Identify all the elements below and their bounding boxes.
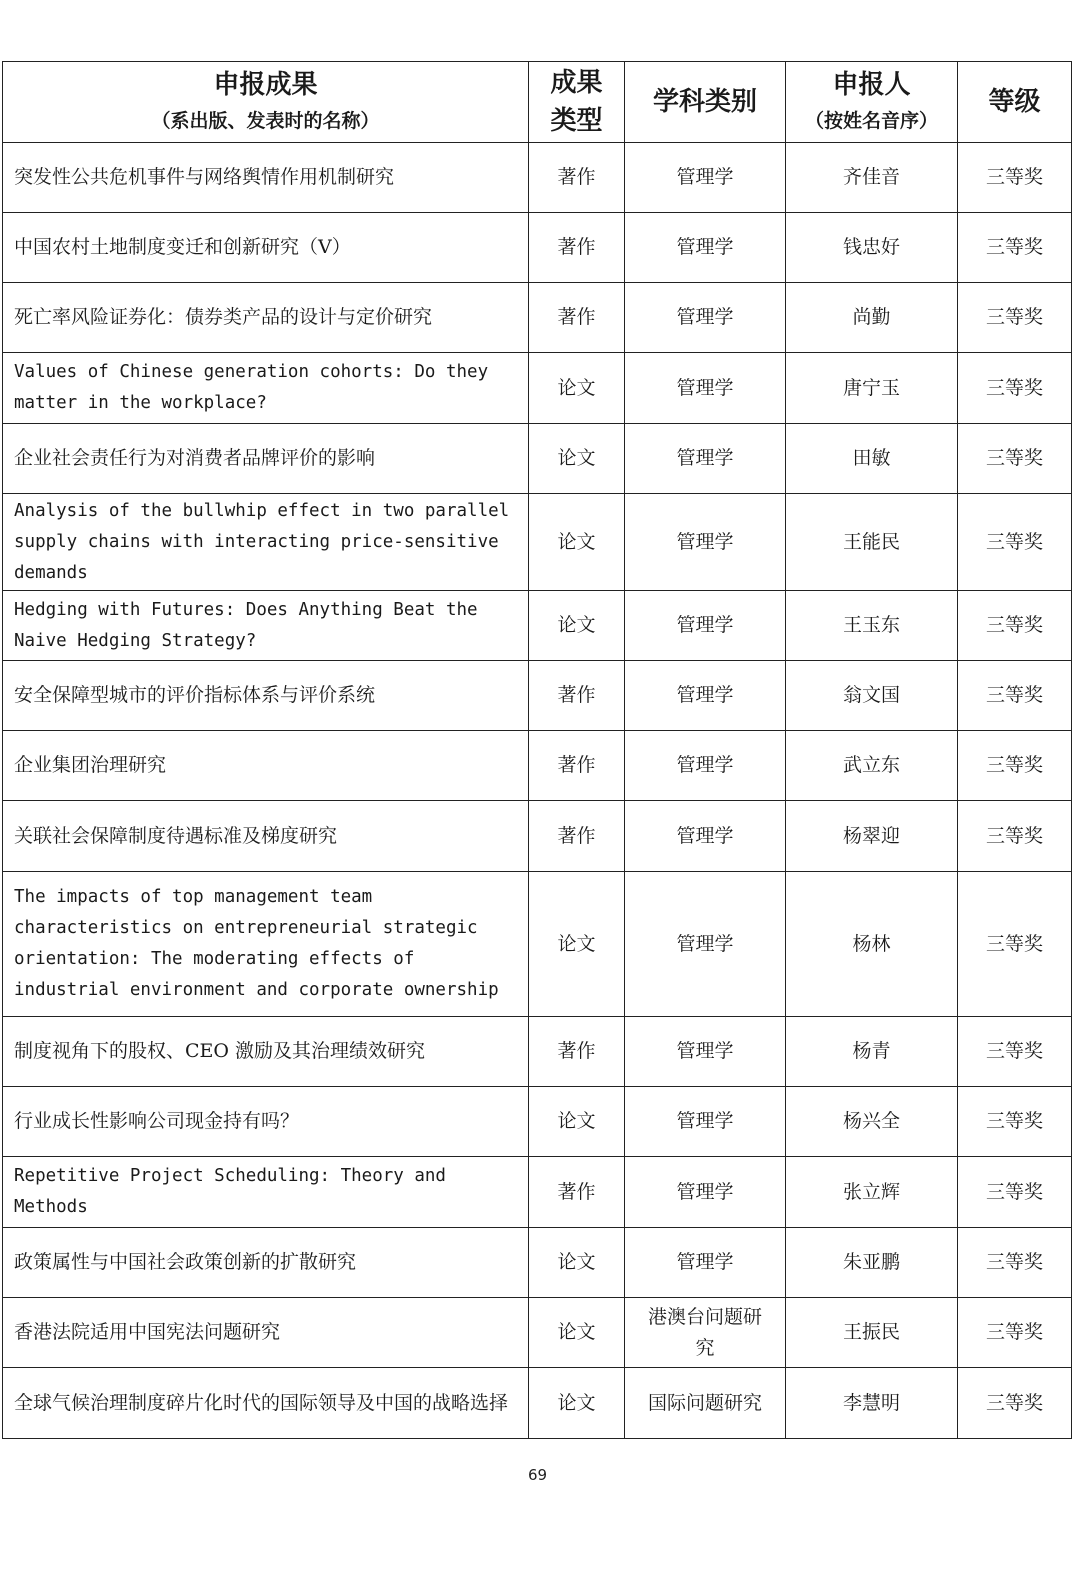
row-discipline: 管理学 xyxy=(625,591,786,661)
header-grade-cell xyxy=(958,62,1072,143)
header-applicant-note: （按姓名音序） xyxy=(804,110,938,132)
awards-table xyxy=(2,61,1072,1439)
row-title: 突发性公共危机事件与网络舆情作用机制研究 xyxy=(3,143,529,213)
row-title: 全球气候治理制度碎片化时代的国际领导及中国的战略选择 xyxy=(3,1368,529,1439)
row-title: The impacts of top management team characteristics on entrepreneurial strategic orientation: The moderating effects of industrial environment and corporate ownership xyxy=(3,872,529,1017)
table-row xyxy=(3,591,1072,661)
table-row xyxy=(3,801,1072,872)
table-row xyxy=(3,1157,1072,1228)
row-type: 论文 xyxy=(529,353,625,424)
row-title: 行业成长性影响公司现金持有吗？ xyxy=(3,1087,529,1157)
header-row xyxy=(3,62,1072,143)
row-discipline: 管理学 xyxy=(625,661,786,731)
row-grade: 三等奖 xyxy=(958,801,1072,872)
row-title: 香港法院适用中国宪法问题研究 xyxy=(3,1298,529,1368)
row-discipline: 管理学 xyxy=(625,424,786,494)
table-row xyxy=(3,661,1072,731)
header-discipline-cell xyxy=(625,62,786,143)
header-title-note: （系出版、发表时的名称） xyxy=(151,110,380,132)
row-applicant: 齐佳音 xyxy=(786,143,958,213)
row-discipline: 管理学 xyxy=(625,1017,786,1087)
row-discipline: 管理学 xyxy=(625,353,786,424)
header-title-cell xyxy=(3,62,529,143)
table-body xyxy=(3,143,1072,1439)
row-title: 企业社会责任行为对消费者品牌评价的影响 xyxy=(3,424,529,494)
table-row xyxy=(3,1298,1072,1368)
row-type: 论文 xyxy=(529,1087,625,1157)
row-grade: 三等奖 xyxy=(958,424,1072,494)
row-type: 论文 xyxy=(529,1228,625,1298)
row-grade: 三等奖 xyxy=(958,1087,1072,1157)
table-row xyxy=(3,1368,1072,1439)
row-type: 著作 xyxy=(529,1017,625,1087)
row-title: Hedging with Futures: Does Anything Beat the Naive Hedging Strategy? xyxy=(3,591,529,661)
row-type: 论文 xyxy=(529,1368,625,1439)
row-applicant: 杨林 xyxy=(786,872,958,1017)
row-type: 著作 xyxy=(529,213,625,283)
row-type: 著作 xyxy=(529,801,625,872)
row-type: 著作 xyxy=(529,143,625,213)
row-discipline: 管理学 xyxy=(625,872,786,1017)
row-type: 论文 xyxy=(529,1298,625,1368)
row-grade: 三等奖 xyxy=(958,1298,1072,1368)
row-applicant: 杨翠迎 xyxy=(786,801,958,872)
row-type: 论文 xyxy=(529,424,625,494)
row-discipline: 管理学 xyxy=(625,1228,786,1298)
row-grade: 三等奖 xyxy=(958,1228,1072,1298)
row-discipline: 管理学 xyxy=(625,731,786,801)
row-discipline: 管理学 xyxy=(625,494,786,591)
row-type: 著作 xyxy=(529,283,625,353)
row-applicant: 武立东 xyxy=(786,731,958,801)
row-grade: 三等奖 xyxy=(958,1368,1072,1439)
row-title: 制度视角下的股权、CEO 激励及其治理绩效研究 xyxy=(3,1017,529,1087)
row-applicant: 钱忠好 xyxy=(786,213,958,283)
header-grade: 等级 xyxy=(988,87,1041,117)
table-row xyxy=(3,494,1072,591)
header-type-line1: 成果 xyxy=(550,68,603,98)
table-row xyxy=(3,872,1072,1017)
row-discipline: 管理学 xyxy=(625,143,786,213)
row-grade: 三等奖 xyxy=(958,283,1072,353)
row-discipline: 管理学 xyxy=(625,213,786,283)
row-discipline: 国际问题研究 xyxy=(625,1368,786,1439)
row-grade: 三等奖 xyxy=(958,591,1072,661)
table-row xyxy=(3,1087,1072,1157)
row-title: 死亡率风险证券化：债券类产品的设计与定价研究 xyxy=(3,283,529,353)
row-discipline: 管理学 xyxy=(625,801,786,872)
header-applicant-cell xyxy=(786,62,958,143)
table-row xyxy=(3,283,1072,353)
row-grade: 三等奖 xyxy=(958,213,1072,283)
row-applicant: 王能民 xyxy=(786,494,958,591)
row-applicant: 翁文国 xyxy=(786,661,958,731)
row-discipline: 管理学 xyxy=(625,1087,786,1157)
row-title: 关联社会保障制度待遇标准及梯度研究 xyxy=(3,801,529,872)
row-grade: 三等奖 xyxy=(958,494,1072,591)
row-grade: 三等奖 xyxy=(958,1017,1072,1087)
row-type: 论文 xyxy=(529,591,625,661)
row-applicant: 朱亚鹏 xyxy=(786,1228,958,1298)
table-row xyxy=(3,1228,1072,1298)
row-grade: 三等奖 xyxy=(958,143,1072,213)
row-discipline: 管理学 xyxy=(625,1157,786,1228)
header-applicant: 申报人 xyxy=(832,70,911,100)
row-applicant: 张立辉 xyxy=(786,1157,958,1228)
row-grade: 三等奖 xyxy=(958,1157,1072,1228)
row-grade: 三等奖 xyxy=(958,872,1072,1017)
row-type: 著作 xyxy=(529,731,625,801)
table-row xyxy=(3,213,1072,283)
header-title: 申报成果 xyxy=(213,70,318,100)
row-grade: 三等奖 xyxy=(958,731,1072,801)
row-applicant: 杨兴全 xyxy=(786,1087,958,1157)
row-title: Values of Chinese generation cohorts: Do they matter in the workplace? xyxy=(3,353,529,424)
table-row xyxy=(3,143,1072,213)
table-row xyxy=(3,1017,1072,1087)
table-row xyxy=(3,731,1072,801)
row-applicant: 尚勤 xyxy=(786,283,958,353)
row-title: 企业集团治理研究 xyxy=(3,731,529,801)
table-row xyxy=(3,424,1072,494)
row-grade: 三等奖 xyxy=(958,353,1072,424)
row-type: 著作 xyxy=(529,1157,625,1228)
row-type: 论文 xyxy=(529,872,625,1017)
row-title: 中国农村土地制度变迁和创新研究（V） xyxy=(3,213,529,283)
row-type: 论文 xyxy=(529,494,625,591)
row-discipline: 港澳台问题研究 xyxy=(625,1298,786,1368)
row-applicant: 王振民 xyxy=(786,1298,958,1368)
row-discipline: 管理学 xyxy=(625,283,786,353)
row-applicant: 王玉东 xyxy=(786,591,958,661)
page-number: 69 xyxy=(527,1466,548,1484)
header-type-line2: 类型 xyxy=(550,106,603,136)
row-title: 政策属性与中国社会政策创新的扩散研究 xyxy=(3,1228,529,1298)
row-title: 安全保障型城市的评价指标体系与评价系统 xyxy=(3,661,529,731)
row-title: Repetitive Project Scheduling: Theory and Methods xyxy=(3,1157,529,1228)
row-applicant: 田敏 xyxy=(786,424,958,494)
table-row xyxy=(3,353,1072,424)
row-applicant: 杨青 xyxy=(786,1017,958,1087)
row-title: Analysis of the bullwhip effect in two parallel supply chains with interacting price-sensitive demands xyxy=(3,494,529,591)
row-applicant: 李慧明 xyxy=(786,1368,958,1439)
header-type-cell xyxy=(529,62,625,143)
row-grade: 三等奖 xyxy=(958,661,1072,731)
header-discipline: 学科类别 xyxy=(652,87,757,117)
row-applicant: 唐宁玉 xyxy=(786,353,958,424)
row-type: 著作 xyxy=(529,661,625,731)
